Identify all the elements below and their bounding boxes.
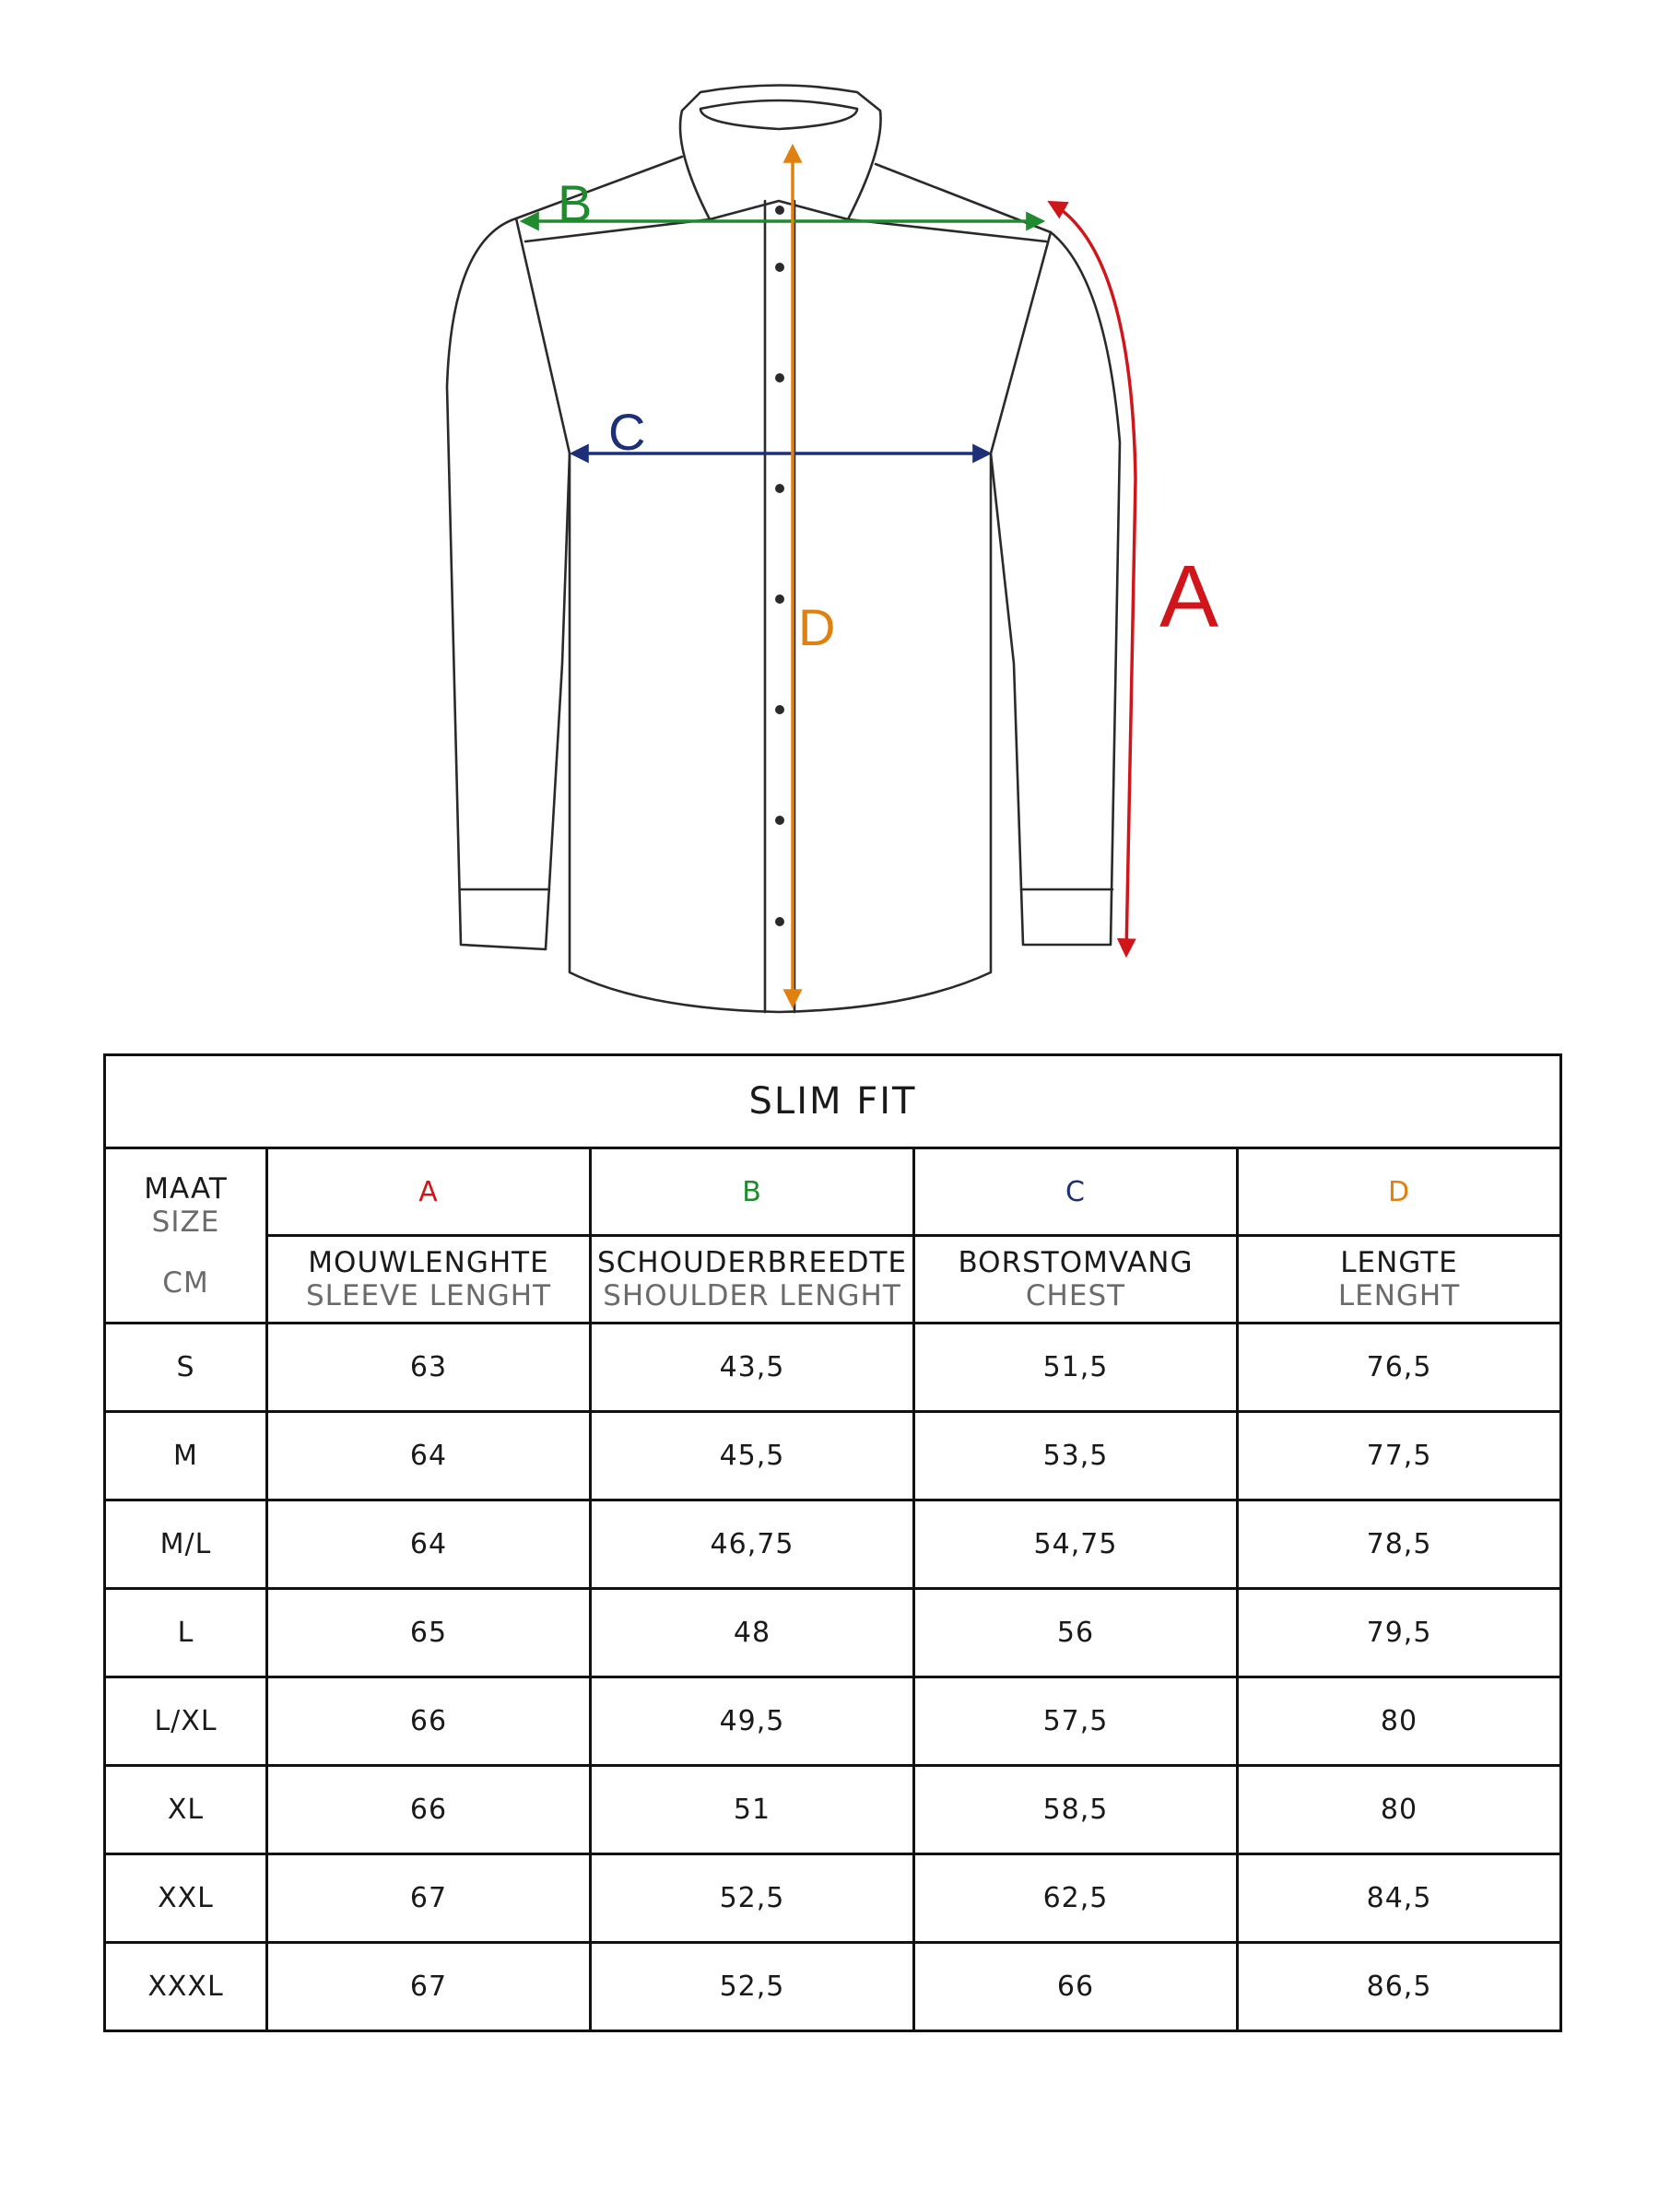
column-desc-en: CHEST (1025, 1279, 1126, 1312)
value-cell-c: 57,5 (914, 1677, 1238, 1766)
measure-b-label: B (558, 174, 593, 232)
shirt-body (516, 157, 1051, 1012)
table-title-row (105, 1055, 1561, 1148)
value-cell-c: 56 (914, 1589, 1238, 1677)
button-placket (765, 201, 794, 1012)
size-cell: L/XL (105, 1677, 267, 1766)
value-cell-c: 62,5 (914, 1854, 1238, 1943)
value-cell-c: 66 (914, 1943, 1238, 2031)
column-desc-nl: MOUWLENGHTE (308, 1246, 549, 1279)
value-cell-d: 77,5 (1238, 1412, 1561, 1500)
value-cell-d: 86,5 (1238, 1943, 1561, 2031)
left-sleeve (447, 218, 570, 949)
shirt-buttons (775, 206, 784, 926)
value-cell-d: 78,5 (1238, 1500, 1561, 1589)
button (775, 484, 784, 493)
value-cell-c: 58,5 (914, 1766, 1238, 1854)
value-cell-c: 54,75 (914, 1500, 1238, 1589)
value-cell-b: 43,5 (591, 1324, 914, 1412)
collar-band (700, 100, 857, 129)
value-cell-a: 63 (267, 1324, 591, 1412)
value-cell-a: 65 (267, 1589, 591, 1677)
table-row (105, 1766, 1561, 1854)
measure-c-label: C (608, 403, 646, 461)
column-desc-nl: LENGTE (1340, 1246, 1458, 1279)
column-letter-c: C (914, 1148, 1238, 1236)
size-cell: M/L (105, 1500, 267, 1589)
button (775, 705, 784, 714)
value-cell-a: 64 (267, 1500, 591, 1589)
measure-a-label: A (1159, 547, 1219, 646)
size-header-en: SIZE (151, 1205, 220, 1239)
value-cell-d: 80 (1238, 1677, 1561, 1766)
value-cell-a: 66 (267, 1677, 591, 1766)
column-desc-nl: SCHOUDERBREEDTE (596, 1246, 908, 1279)
value-cell-b: 45,5 (591, 1412, 914, 1500)
button (775, 263, 784, 272)
value-cell-b: 52,5 (591, 1854, 914, 1943)
size-cell: L (105, 1589, 267, 1677)
size-header-unit: CM (162, 1265, 209, 1300)
size-chart-table (103, 1053, 1562, 2032)
value-cell-d: 79,5 (1238, 1589, 1561, 1677)
button (775, 816, 784, 825)
column-desc-nl: BORSTOMVANG (958, 1246, 1194, 1279)
table-row (105, 1589, 1561, 1677)
measure-a-arrow (1051, 203, 1135, 954)
value-cell-c: 51,5 (914, 1324, 1238, 1412)
size-header-nl: MAAT (144, 1171, 228, 1206)
size-cell: XXXL (105, 1943, 267, 2031)
table-row (105, 1324, 1561, 1412)
size-cell: XXL (105, 1854, 267, 1943)
shirt-measurement-diagram (0, 0, 1659, 1032)
button (775, 917, 784, 926)
table-row (105, 1412, 1561, 1500)
table-row (105, 1677, 1561, 1766)
table-description-row (105, 1236, 1561, 1324)
column-desc-b (591, 1236, 914, 1324)
column-desc-en: LENGHT (1337, 1279, 1461, 1312)
shirt-outline (447, 86, 1120, 1013)
value-cell-b: 51 (591, 1766, 914, 1854)
table-title: SLIM FIT (105, 1055, 1561, 1148)
table-letter-row (105, 1148, 1561, 1236)
value-cell-d: 84,5 (1238, 1854, 1561, 1943)
column-desc-en: SLEEVE LENGHT (305, 1279, 552, 1312)
measure-d-label: D (798, 598, 836, 656)
value-cell-b: 52,5 (591, 1943, 914, 2031)
value-cell-a: 64 (267, 1412, 591, 1500)
value-cell-a: 66 (267, 1766, 591, 1854)
value-cell-a: 67 (267, 1854, 591, 1943)
table-body (105, 1324, 1561, 2031)
value-cell-d: 76,5 (1238, 1324, 1561, 1412)
size-cell: XL (105, 1766, 267, 1854)
table-row (105, 1943, 1561, 2031)
button (775, 373, 784, 382)
right-sleeve (991, 232, 1120, 945)
value-cell-c: 53,5 (914, 1412, 1238, 1500)
value-cell-d: 80 (1238, 1766, 1561, 1854)
column-letter-b: B (591, 1148, 914, 1236)
value-cell-a: 67 (267, 1943, 591, 2031)
column-letter-d: D (1238, 1148, 1561, 1236)
column-desc-d (1238, 1236, 1561, 1324)
value-cell-b: 49,5 (591, 1677, 914, 1766)
size-header-cell (105, 1148, 267, 1324)
collar (680, 86, 881, 220)
column-desc-a (267, 1236, 591, 1324)
button (775, 206, 784, 215)
size-cell: M (105, 1412, 267, 1500)
column-letter-a: A (267, 1148, 591, 1236)
column-desc-en: SHOULDER LENGHT (603, 1279, 901, 1312)
size-cell: S (105, 1324, 267, 1412)
value-cell-b: 48 (591, 1589, 914, 1677)
table-row (105, 1854, 1561, 1943)
button (775, 594, 784, 604)
value-cell-b: 46,75 (591, 1500, 914, 1589)
column-desc-c (914, 1236, 1238, 1324)
table-row (105, 1500, 1561, 1589)
